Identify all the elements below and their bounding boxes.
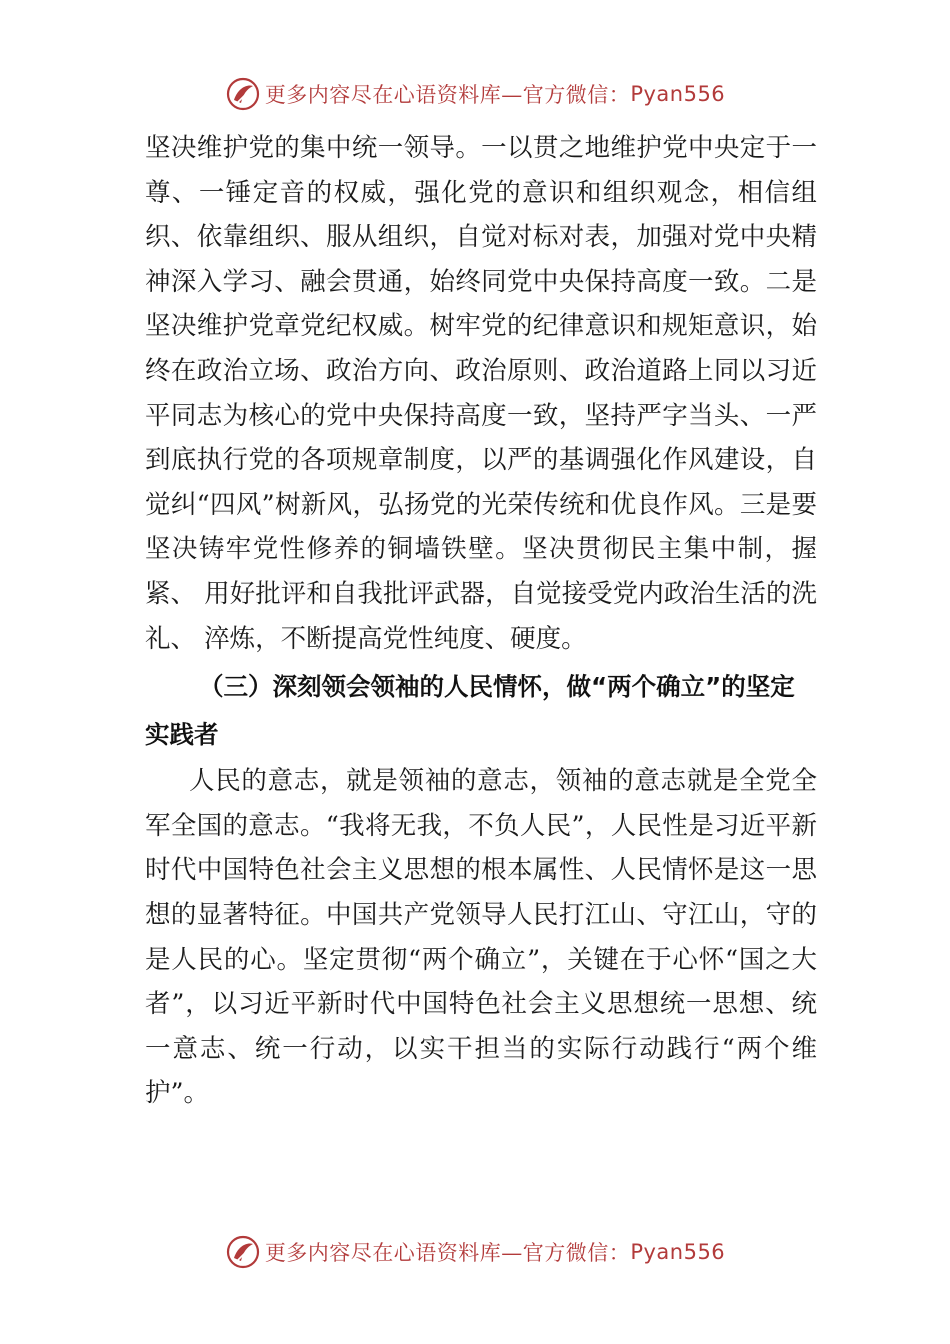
header-watermark [0,72,950,116]
document-body [145,126,817,1116]
brand-logo-icon [225,1234,261,1270]
section-heading: （三）深刻领会领袖的人民情怀，做“两个确立”的坚定实践者 [145,672,795,750]
paragraph: 人民的意志，就是领袖的意志，领袖的意志就是全党全军全国的意志。“我将无我，不负人民”，人民性是习近平新时代中国特色社会主义思想的根本属性、人民情怀是这一思想的显著特征。中国共产党领导人民打江山、守江山，守的是人民的心。坚定贯彻“两个确立”，关键在于心怀“国之大者”，以习近平新时代中国特色社会主义思想统一思想、统一意志、统一行动，以实干担当的实际行动践行“两个维护”。 [145,766,817,1109]
footer-watermark [0,1230,950,1274]
watermark-wechat-id: Pyan556 [630,1240,726,1264]
brand-logo-icon [225,76,261,112]
watermark-text: 更多内容尽在心语资料库—官方微信： [264,83,631,107]
watermark-wechat-id: Pyan556 [630,82,726,106]
watermark-text: 更多内容尽在心语资料库—官方微信： [264,1241,631,1265]
paragraph: 坚决维护党的集中统一领导。一以贯之地维护党中央定于一尊、一锤定音的权威，强化党的意识和组织观念，相信组织、依靠组织、服从组织，自觉对标对表，加强对党中央精神深入学习、融会贯通，始终同党中央保持高度一致。二是坚决维护党章党纪权威。树牢党的纪律意识和规矩意识，始终在政治立场、政治方向、政治原则、政治道路上同以习近平同志为核心的党中央保持高度一致，坚持严字当头、一严到底执行党的各项规章制度，以严的基调强化作风建设，自觉纠“四风”树新风，弘扬党的光荣传统和优良作风。三是要坚决铸牢党性修养的铜墙铁壁。坚决贯彻民主集中制，握紧、 用好批评和自我批评武器，自觉接受党内政治生活的洗礼、 淬炼，不断提高党性纯度、硬度。 [145,133,817,654]
